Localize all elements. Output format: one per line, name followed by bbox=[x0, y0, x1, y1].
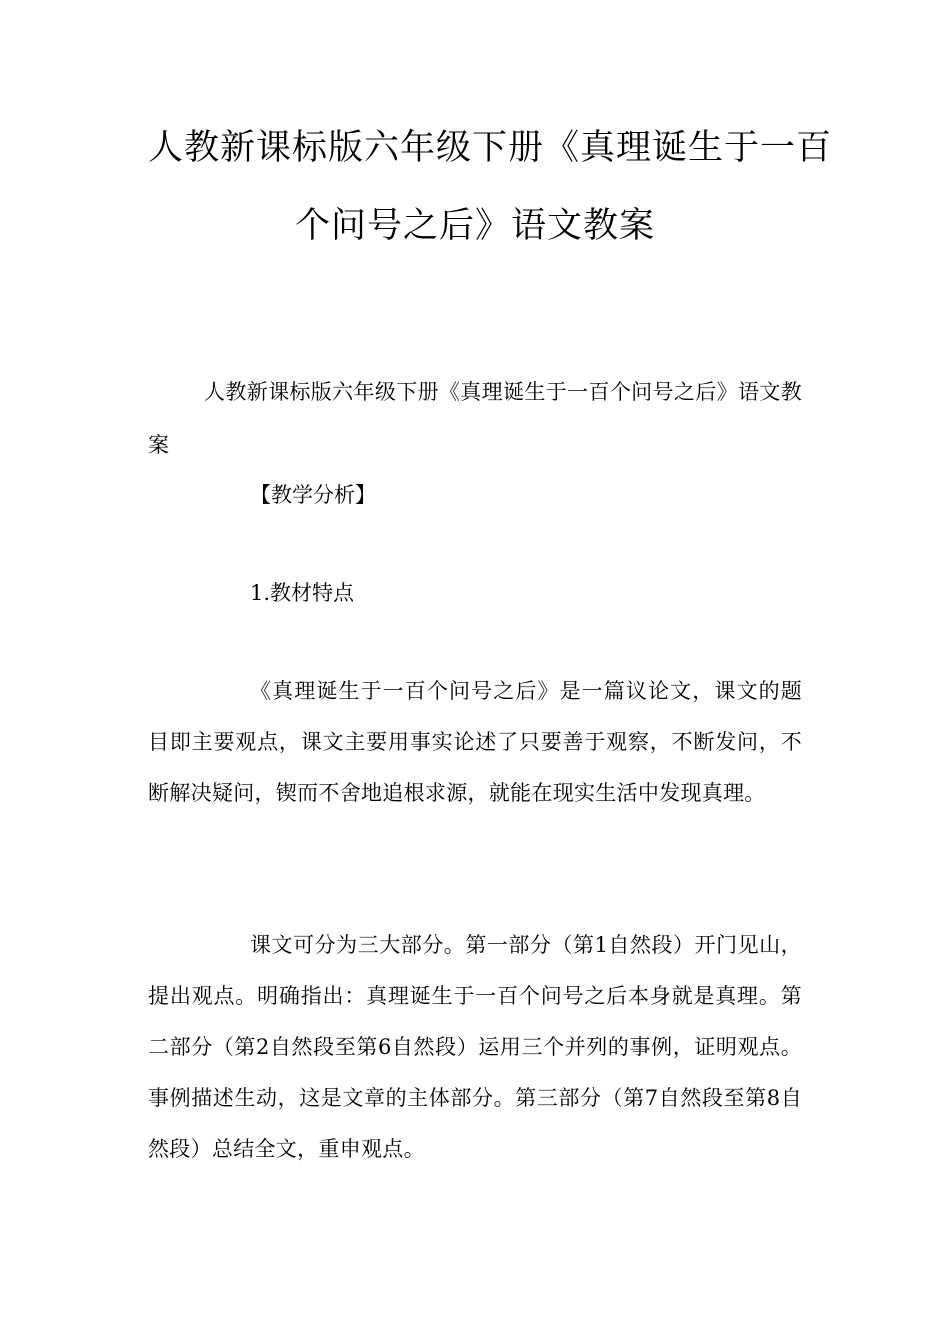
intro-paragraph: 人教新课标版六年级下册《真理诞生于一百个问号之后》语文教案 bbox=[148, 380, 802, 457]
body-paragraph-2: 课文可分为三大部分。第一部分（第1自然段）开门见山，提出观点。明确指出：真理诞生于一百个问号之后本身就是真理。第二部分（第2自然段至第6自然段）运用三个并列的事例，证明观点。事例描述生动，这是文章的主体部分。第三部分（第7自然段至第8自然段）总结全文，重申观点。 bbox=[148, 933, 802, 1161]
subheading-textbook-features: 1.教材特点 bbox=[250, 581, 355, 605]
body-paragraph-1: 《真理诞生于一百个问号之后》是一篇议论文，课文的题目即主要观点，课文主要用事实论述了只要善于观察，不断发问，不断解决疑问，锲而不舍地追根求源，就能在现实生活中发现真理。 bbox=[148, 679, 802, 805]
document-title-line-1: 人教新课标版六年级下册《真理诞生于一百 bbox=[148, 128, 833, 168]
document-title-line-2: 个问号之后》语文教案 bbox=[294, 206, 655, 246]
section-heading-teaching-analysis: 【教学分析】 bbox=[250, 483, 376, 507]
